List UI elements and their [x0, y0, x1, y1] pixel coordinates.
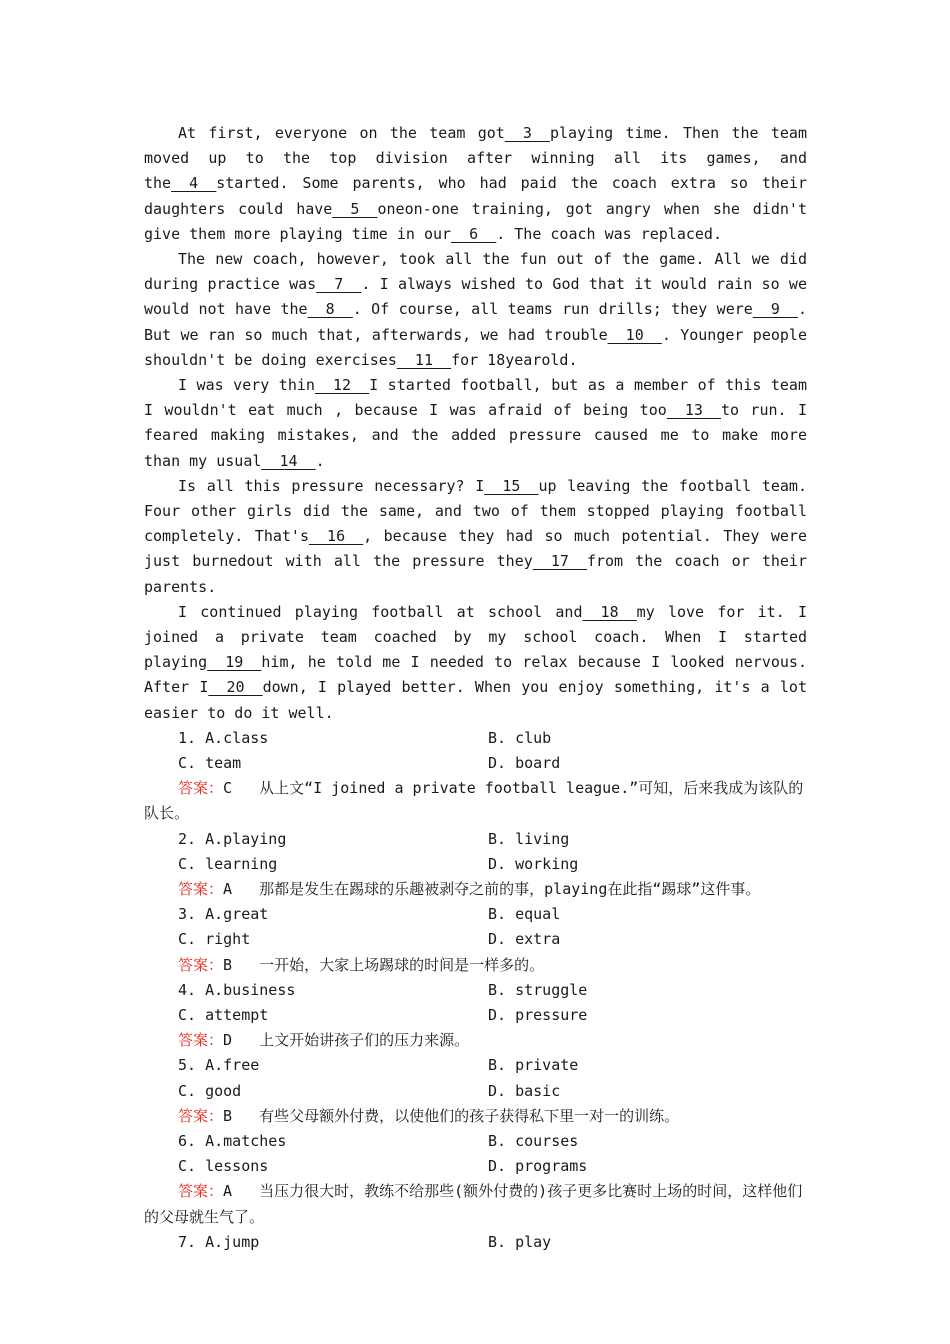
answer-gap — [232, 956, 259, 974]
option-row — [144, 1154, 807, 1179]
answer-label: 答案： — [178, 1106, 224, 1125]
passage-text: I was very thin — [178, 376, 315, 395]
cloze-blank: __14__ — [261, 451, 316, 470]
cloze-blank: __19__ — [207, 653, 262, 672]
answer-label: 答案： — [178, 880, 224, 899]
option-a: 5. A.free — [178, 1056, 260, 1075]
answer-line — [144, 953, 807, 978]
cloze-blank: __8__ — [307, 300, 353, 319]
option-c: C. team — [178, 754, 242, 773]
answer-explanation: 有些父母额外付费，以使他们的孩子获得私下里一对一的训练。 — [259, 1106, 680, 1125]
answer-letter: B — [223, 1106, 233, 1125]
option-c: C. attempt — [178, 1006, 269, 1024]
option-row — [144, 1053, 807, 1078]
option-d: D. board — [488, 754, 561, 773]
answer-gap — [232, 779, 259, 797]
cloze-passage — [144, 121, 807, 726]
answer-label: 答案： — [178, 1182, 224, 1201]
passage-text: . But we ran so much that, afterwards, we had trouble — [144, 300, 807, 344]
passage-text: I started football, but as a member of this team I wouldn't eat much , because I was afraid of being too — [144, 376, 807, 420]
cloze-blank: __5__ — [332, 199, 378, 218]
option-row — [144, 852, 807, 877]
option-row — [144, 1003, 807, 1028]
answer-label: 答案： — [178, 779, 224, 798]
cloze-blank: __6__ — [451, 224, 497, 243]
passage-text: . Younger people shouldn't be doing exercises — [144, 325, 807, 369]
cloze-blank: __15__ — [484, 476, 539, 495]
passage-text: for 18yearold. — [451, 350, 578, 369]
option-a: 2. A.playing — [178, 829, 287, 848]
cloze-blank: __3__ — [504, 124, 550, 142]
option-c: C. lessons — [178, 1157, 269, 1176]
option-a: 3. A.great — [178, 905, 269, 924]
answer-explanation: 从上文“I joined a private football league.”可知，后来我成为该队的队长。 — [144, 779, 804, 823]
option-d: D. basic — [488, 1081, 561, 1100]
passage-text: , because they had so much potential. They were just burnedout with all the pressure they — [144, 527, 807, 571]
passage-text: to run. I feared making mistakes, and the added pressure caused me to make more than my usual — [144, 401, 807, 470]
cloze-blank: __17__ — [532, 552, 587, 571]
option-row — [144, 751, 807, 776]
option-a: 6. A.matches — [178, 1131, 287, 1150]
option-a: 4. A.business — [178, 980, 296, 999]
cloze-blank: __12__ — [314, 376, 370, 395]
answer-letter: C — [223, 779, 233, 798]
option-row — [144, 1230, 807, 1255]
answer-explanation: 当压力很大时，教练不给那些(额外付费的)孩子更多比赛时上场的时间，这样他们的父母就生气了。 — [144, 1182, 803, 1226]
passage-text: him, he told me I needed to relax because I looked nervous. After I — [144, 653, 807, 697]
option-row — [144, 902, 807, 927]
answer-line — [144, 877, 807, 902]
passage-text: . The coach was replaced. — [496, 224, 722, 243]
option-row — [144, 1129, 807, 1154]
passage-text: Is all this pressure necessary? I — [178, 476, 485, 495]
option-c: C. learning — [178, 854, 278, 873]
option-a: 1. A.class — [178, 728, 269, 747]
cloze-blank: __16__ — [308, 527, 364, 546]
cloze-blank: __11__ — [396, 350, 452, 369]
answer-gap — [232, 1182, 259, 1200]
question-list — [144, 726, 807, 1230]
cloze-blank: __4__ — [171, 174, 217, 193]
passage-text: up leaving the football team. Four other girls did the same, and two of them stopped playing football completely. That's — [144, 476, 807, 546]
option-row — [144, 927, 807, 952]
passage-text: . Of course, all teams run drills; they were — [352, 300, 753, 319]
option-row — [144, 1079, 807, 1104]
passage-text: At first, everyone on the team got — [178, 124, 505, 142]
answer-gap — [232, 1031, 259, 1049]
passage-text: The new coach, however, took all the fun out of the game. All we did during practice was — [144, 250, 807, 294]
cloze-blank: __7__ — [316, 275, 362, 294]
answer-letter: A — [223, 1182, 233, 1201]
option-row — [144, 827, 807, 852]
passage-text: . — [315, 451, 325, 470]
passage-text: . I always wished to God that it would rain so we would not have the — [144, 275, 807, 319]
option-b: B. private — [488, 1056, 579, 1075]
option-b: B. club — [488, 728, 552, 747]
answer-line — [144, 776, 807, 826]
answer-line — [144, 1179, 807, 1229]
passage-paragraph — [144, 373, 807, 474]
answer-line — [144, 1028, 807, 1053]
answer-letter: B — [223, 955, 233, 974]
document-page — [144, 121, 807, 1255]
option-c: C. good — [178, 1081, 242, 1100]
cloze-blank: __13__ — [666, 401, 721, 420]
cloze-blank: __9__ — [752, 300, 798, 319]
option-c: C. right — [178, 930, 251, 949]
passage-paragraph — [144, 474, 807, 600]
answer-label: 答案： — [178, 1031, 224, 1050]
answer-gap — [232, 880, 259, 898]
option-d: D. pressure — [488, 1006, 588, 1024]
cloze-blank: __10__ — [607, 325, 662, 344]
cloze-blank: __20__ — [208, 678, 263, 697]
passage-text: from the coach or their parents. — [144, 552, 807, 596]
passage-text: I continued playing football at school and — [178, 602, 583, 621]
passage-paragraph — [144, 600, 807, 726]
option-b: B. struggle — [488, 980, 588, 999]
option-b: B. living — [488, 829, 570, 848]
option-b: B. play — [488, 1232, 552, 1251]
option-d: D. programs — [488, 1157, 588, 1176]
answer-letter: A — [223, 880, 233, 899]
option-row — [144, 726, 807, 751]
passage-text: playing time. Then the team moved up to the top division after winning all its games, and the — [144, 124, 807, 193]
answer-explanation: 那都是发生在踢球的乐趣被剥夺之前的事，playing在此指“踢球”这件事。 — [259, 880, 761, 899]
cloze-blank: __18__ — [582, 602, 637, 621]
option-b: B. courses — [488, 1131, 579, 1150]
option-d: D. working — [488, 854, 579, 873]
passage-text: started. Some parents, who had paid the coach extra so their daughters could have — [144, 174, 807, 218]
option-b: B. equal — [488, 905, 561, 924]
answer-label: 答案： — [178, 955, 224, 974]
option-a: 7. A.jump — [178, 1232, 260, 1251]
passage-text: my love for it. I joined a private team coached by my school coach. When I started playing — [144, 602, 807, 672]
passage-text: down, I played better. When you enjoy something, it's a lot easier to do it well. — [144, 678, 807, 722]
answer-explanation: 一开始，大家上场踢球的时间是一样多的。 — [259, 955, 545, 974]
option-d: D. extra — [488, 930, 561, 949]
passage-text: oneon-one training, got angry when she didn't give them more playing time in our — [144, 199, 807, 243]
answer-gap — [232, 1107, 259, 1125]
answer-letter: D — [223, 1031, 233, 1050]
answer-line — [144, 1104, 807, 1129]
passage-paragraph — [144, 247, 807, 373]
passage-paragraph — [144, 121, 807, 247]
option-row — [144, 978, 807, 1003]
answer-explanation: 上文开始讲孩子们的压力来源。 — [259, 1031, 470, 1050]
